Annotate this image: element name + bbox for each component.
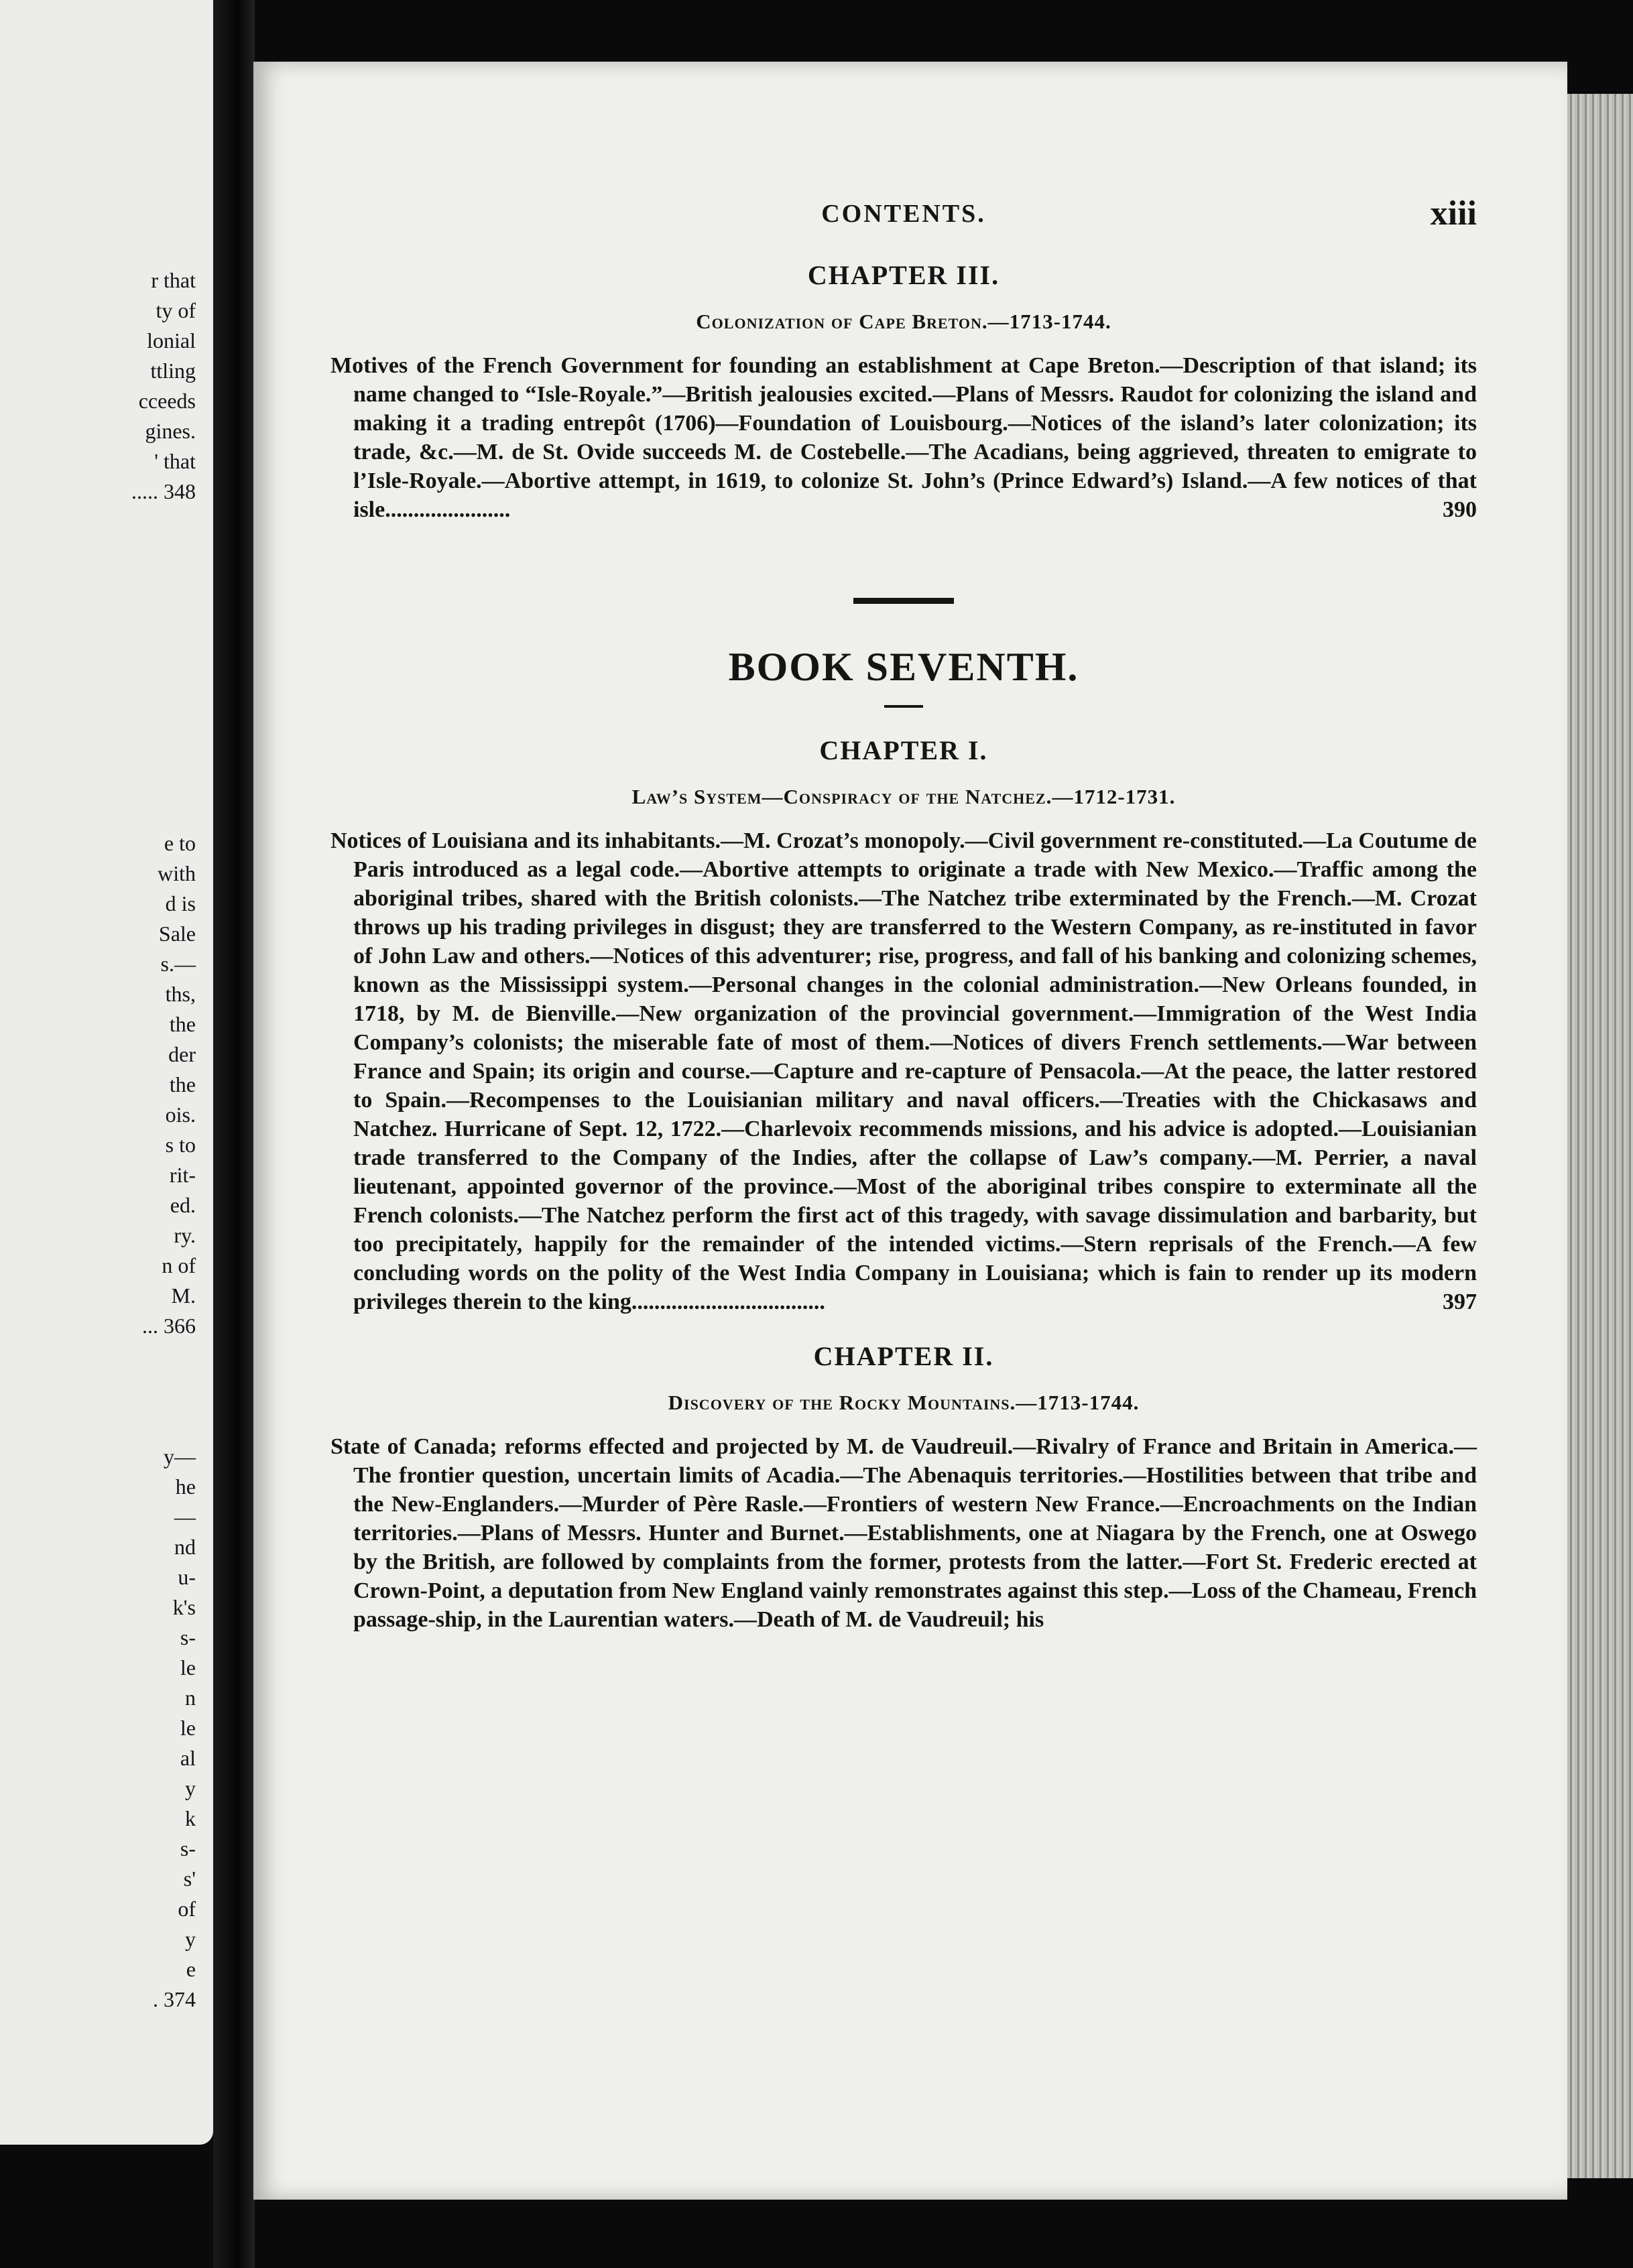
left-page-text-fragment: with bbox=[158, 861, 196, 885]
left-page-text-fragment: d is bbox=[165, 891, 196, 916]
left-page-text-fragment: ttling bbox=[150, 359, 196, 383]
chapter-1-subtitle: Law’s System—Conspiracy of the Natchez.—1712-1731. bbox=[631, 785, 1176, 808]
left-page-text-fragment: u- bbox=[178, 1565, 196, 1589]
chapter-1-title: CHAPTER I. bbox=[819, 735, 988, 765]
left-page-text-fragment: the bbox=[169, 1012, 196, 1036]
left-page-text-fragment: nd bbox=[174, 1535, 196, 1559]
chapter-3-summary-text: Motives of the French Government for founding an establishment at Cape Breton.—Description of that island; its name changed to “Isle-Royale.”—British jealousies excited.—Plans of Messrs. Raudot for colonizing the island and making it a trading entrepôt (1706)—Foundation of Louisbourg.—Notices of the island’s later colonization; its trade, &c.—M. de St. Ovide succeeds M. de Costebelle.—The Acadians, being aggrieved, threaten to emigrate to l’Isle-Royale.—Abortive attempt, in 1619, to colonize St. John’s (Prince Edward’s) Island.—A few notices of that isle...................... bbox=[330, 353, 1477, 522]
left-page-text-fragment: he bbox=[175, 1474, 196, 1499]
left-page-text-fragment: y— bbox=[164, 1444, 196, 1468]
left-page-text-fragment: der bbox=[168, 1042, 196, 1066]
running-head bbox=[330, 194, 1477, 246]
left-page-text-fragment: s- bbox=[180, 1625, 196, 1649]
left-page-text-fragment: M. bbox=[171, 1283, 196, 1308]
left-page-text-fragment: . 374 bbox=[153, 1987, 196, 2011]
chapter-1-summary bbox=[330, 826, 1477, 1316]
chapter-1-summary-text: Notices of Louisiana and its inhabitants.—M. Crozat’s monopoly.—Civil government re-constituted.—La Coutume de Paris introduced as a legal code.—Abortive attempts to originate a trade with New Mexico.—Traffic among the aboriginal tribes, shared with the British colonists.—The Natchez tribe exterminated by the French.—M. Crozat throws up his trading privileges in disgust; they are transferred to the Western Company, as re-instituted in favor of John Law and others.—Notices of this adventurer; rise, progress, and fall of his banking and colonizing schemes, known as the Mississippi system.—Personal changes in the colonial administration.—New Orleans founded, in 1718, by M. de Bienville.—New organization of the provincial government.—Immigration of the West India Company’s colonists; the miserable fate of most of them.—Notices of divers French settlements.—War between France and Spain; its origin and course.—Capture and re-capture of Pensacola.—At the peace, the latter restored to Spain.—Recompenses to the Louisianian military and naval officers.—Treaties with the Chickasaws and Natchez. Hurricane of Sept. 12, 1722.—Charlevoix recommends missions, and his advice is adopted.—Louisianian trade transferred to the Company of the Indies, after the collapse of Law’s company.—M. Perrier, a naval lieutenant, appointed governor of the province.—Most of the aboriginal tribes conspire to exterminate all the French colonists.—The Natchez perform the first act of this tragedy, with savage dissimulation and barbarity, but too precipitately, happily for the remainder of the intended victims.—Stern reprisals of the French.—A few concluding words on the polity of the West India Company in Louisiana; which is fain to render up its modern privileges therein to the king.................................. bbox=[330, 828, 1477, 1314]
left-page-text-fragment: n of bbox=[162, 1253, 196, 1277]
book-title-rule bbox=[884, 705, 923, 708]
left-page-text-fragment: s to bbox=[165, 1133, 196, 1157]
left-page-text-fragment: of bbox=[178, 1897, 196, 1921]
left-page-text-fragment: s' bbox=[183, 1867, 196, 1891]
chapter-2-summary bbox=[330, 1432, 1477, 1634]
left-page-text-fragment: ry. bbox=[174, 1223, 196, 1247]
chapter-3-summary bbox=[330, 351, 1477, 524]
left-page-text-fragment: cceeds bbox=[138, 389, 196, 413]
left-page-text-fragment: rit- bbox=[169, 1163, 196, 1187]
left-page-text-fragment: the bbox=[169, 1072, 196, 1096]
left-page-text-fragment: ... 366 bbox=[142, 1314, 196, 1338]
book-gutter bbox=[213, 0, 255, 2268]
chapter-3-title: CHAPTER III. bbox=[807, 260, 1000, 290]
left-page-text-fragment: ty of bbox=[156, 298, 196, 322]
chapter-2-summary-text: State of Canada; reforms effected and projected by M. de Vaudreuil.—Rivalry of France and Britain in America.—The frontier question, uncertain limits of Acadia.—The Abenaquis territories.—Hostilities between that tribe and the New-Englanders.—Murder of Père Rasle.—Frontiers of western New France.—Encroachments on the Indian territories.—Plans of Messrs. Hunter and Burnet.—Establishments, one at Niagara by the French, one at Oswego by the British, are followed by complaints from the former, protests from the latter.—Fort St. Frederic erected at Crown-Point, a deputation from New England vainly remonstrates against this step.—Loss of the Chameau, French passage-ship, in the Laurentian waters.—Death of M. de Vaudreuil; his bbox=[330, 1434, 1477, 1632]
chapter-2-subtitle: Discovery of the Rocky Mountains.—1713-1744. bbox=[668, 1391, 1140, 1414]
running-title: CONTENTS. bbox=[821, 200, 986, 228]
left-page-text-fragment: le bbox=[180, 1716, 196, 1740]
chapter-3-page-ref: 390 bbox=[1443, 497, 1477, 522]
left-page-text-fragment: s.— bbox=[160, 952, 196, 976]
left-page-text-fragment: ois. bbox=[165, 1102, 196, 1127]
left-page-text-fragment: k's bbox=[172, 1595, 196, 1619]
left-page-text-fragment: al bbox=[180, 1746, 196, 1770]
chapter-3-subtitle: Colonization of Cape Breton.—1713-1744. bbox=[696, 310, 1111, 333]
left-page-text-fragment: lonial bbox=[147, 328, 196, 353]
page-edges bbox=[1567, 94, 1633, 2178]
left-page-text-fragment: e to bbox=[164, 831, 196, 855]
left-page-text-fragment: ..... 348 bbox=[131, 479, 196, 503]
section-divider bbox=[853, 598, 954, 604]
left-page-text-fragment: ed. bbox=[170, 1193, 196, 1217]
left-page-text-fragment: s- bbox=[180, 1836, 196, 1861]
left-page-text-fragment: e bbox=[186, 1957, 196, 1981]
left-page-text-fragment: Sale bbox=[158, 922, 196, 946]
chapter-1-page-ref: 397 bbox=[1443, 1289, 1477, 1314]
left-page-text-fragment: ths, bbox=[165, 982, 196, 1006]
left-page-text-fragment: ' that bbox=[154, 449, 196, 473]
left-facing-page bbox=[0, 0, 213, 2145]
left-page-text-fragment: k bbox=[185, 1806, 196, 1830]
left-page-text-fragment: le bbox=[180, 1655, 196, 1680]
book-title: BOOK SEVENTH. bbox=[728, 645, 1079, 689]
left-page-text-fragment: y bbox=[185, 1927, 196, 1951]
left-page-text-fragment: gines. bbox=[145, 419, 196, 443]
left-page-text-fragment: y bbox=[185, 1776, 196, 1800]
left-page-text-fragment: n bbox=[185, 1686, 196, 1710]
left-page-text-fragment: r that bbox=[151, 268, 196, 292]
page-content bbox=[330, 194, 1477, 1634]
chapter-2-title: CHAPTER II. bbox=[813, 1341, 994, 1371]
contents-page bbox=[253, 62, 1567, 2200]
page-number: xiii bbox=[1430, 194, 1477, 233]
left-page-text-fragment: — bbox=[174, 1505, 196, 1529]
